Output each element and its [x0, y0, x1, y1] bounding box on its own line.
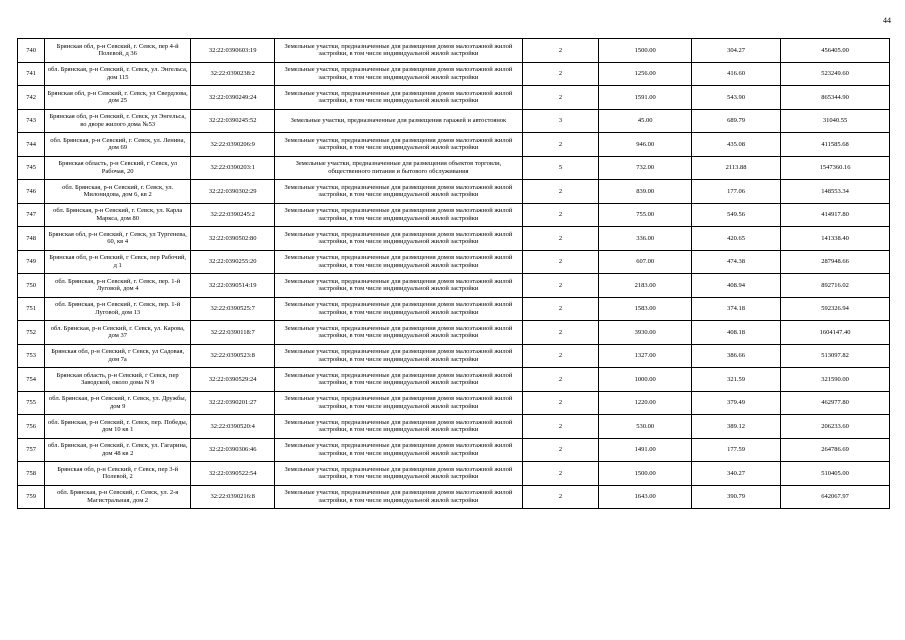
land-use-cell: Земельные участки, предназначенные для размещения домов малоэтажной жилой застройки, в том числе индивидуальной жилой застройки [275, 133, 522, 157]
address-cell: Брянская обл, р-н Севский, г. Севск, пер 4-й Полевой, д 36 [45, 39, 191, 63]
address-cell: обл. Брянская, р-н Севский, г. Севск, ул. Милонидова, дом 6, кв 2 [45, 180, 191, 204]
cadastral-number-cell: 32:22:0390238:2 [191, 62, 275, 86]
area-cell: 1500.00 [599, 39, 692, 63]
land-use-cell: Земельные участки, предназначенные для размещения домов малоэтажной жилой застройки, в том числе индивидуальной жилой застройки [275, 438, 522, 462]
specific-value-cell: 177.59 [692, 438, 781, 462]
group-cell: 3 [522, 109, 599, 133]
cadastral-number-cell: 32:22:0390502:80 [191, 227, 275, 251]
cadastral-value-cell: 523249.60 [781, 62, 890, 86]
group-cell: 2 [522, 368, 599, 392]
table-row [18, 133, 890, 157]
land-use-cell: Земельные участки, предназначенные для размещения домов малоэтажной жилой застройки, в том числе индивидуальной жилой застройки [275, 86, 522, 110]
row-number-cell: 744 [18, 133, 45, 157]
cadastral-number-cell: 32:22:0390525:7 [191, 297, 275, 321]
table-row [18, 203, 890, 227]
table-row [18, 62, 890, 86]
area-cell: 755.00 [599, 203, 692, 227]
cadastral-number-cell: 32:22:0390603:19 [191, 39, 275, 63]
area-cell: 1591.00 [599, 86, 692, 110]
land-registry-table [17, 38, 890, 509]
land-use-cell: Земельные участки, предназначенные для размещения домов малоэтажной жилой застройки, в том числе индивидуальной жилой застройки [275, 415, 522, 439]
specific-value-cell: 177.06 [692, 180, 781, 204]
area-cell: 946.00 [599, 133, 692, 157]
specific-value-cell: 420.65 [692, 227, 781, 251]
land-use-cell: Земельные участки, предназначенные для размещения домов малоэтажной жилой застройки, в том числе индивидуальной жилой застройки [275, 368, 522, 392]
group-cell: 2 [522, 180, 599, 204]
land-use-cell: Земельные участки, предназначенные для размещения домов малоэтажной жилой застройки, в том числе индивидуальной жилой застройки [275, 62, 522, 86]
specific-value-cell: 689.79 [692, 109, 781, 133]
address-cell: обл. Брянская, р-н Севский, г. Севск, ул. Гагарина, дом 48 кв 2 [45, 438, 191, 462]
address-cell: обл. Брянская, р-н Севский, г. Севск, ул. Ленина, дом 69 [45, 133, 191, 157]
cadastral-value-cell: 264786.69 [781, 438, 890, 462]
table-row [18, 297, 890, 321]
table-row [18, 368, 890, 392]
land-use-cell: Земельные участки, предназначенные для размещения домов малоэтажной жилой застройки, в том числе индивидуальной жилой застройки [275, 462, 522, 486]
specific-value-cell: 304.27 [692, 39, 781, 63]
cadastral-value-cell: 1547360.16 [781, 156, 890, 180]
group-cell: 2 [522, 297, 599, 321]
row-number-cell: 754 [18, 368, 45, 392]
specific-value-cell: 408.94 [692, 274, 781, 298]
land-use-cell: Земельные участки, предназначенные для размещения домов малоэтажной жилой застройки, в том числе индивидуальной жилой застройки [275, 274, 522, 298]
table-row [18, 321, 890, 345]
group-cell: 5 [522, 156, 599, 180]
group-cell: 2 [522, 250, 599, 274]
table-row [18, 109, 890, 133]
row-number-cell: 745 [18, 156, 45, 180]
cadastral-number-cell: 32:22:0390201:27 [191, 391, 275, 415]
area-cell: 1327.00 [599, 344, 692, 368]
group-cell: 2 [522, 391, 599, 415]
row-number-cell: 758 [18, 462, 45, 486]
group-cell: 2 [522, 321, 599, 345]
group-cell: 2 [522, 133, 599, 157]
cadastral-value-cell: 510405.00 [781, 462, 890, 486]
group-cell: 2 [522, 344, 599, 368]
area-cell: 1491.00 [599, 438, 692, 462]
table-body [18, 39, 890, 509]
cadastral-number-cell: 32:22:0390306:46 [191, 438, 275, 462]
cadastral-value-cell: 456405.00 [781, 39, 890, 63]
group-cell: 2 [522, 39, 599, 63]
specific-value-cell: 2113.88 [692, 156, 781, 180]
land-use-cell: Земельные участки, предназначенные для размещения домов малоэтажной жилой застройки, в том числе индивидуальной жилой застройки [275, 344, 522, 368]
specific-value-cell: 386.66 [692, 344, 781, 368]
specific-value-cell: 379.49 [692, 391, 781, 415]
row-number-cell: 753 [18, 344, 45, 368]
address-cell: Брянская обл, р-н Севский, г Севск, ул Садовая, дом 7а [45, 344, 191, 368]
address-cell: обл. Брянская, р-н Севский, г. Севск, ул. Карла Маркса, дом 80 [45, 203, 191, 227]
cadastral-value-cell: 1604147.40 [781, 321, 890, 345]
page-number: 44 [883, 16, 891, 25]
address-cell: обл. Брянская, р-н Севский, г. Севск, ул. Карова, дом 37 [45, 321, 191, 345]
specific-value-cell: 389.12 [692, 415, 781, 439]
cadastral-number-cell: 32:22:0390216:8 [191, 485, 275, 509]
area-cell: 839.00 [599, 180, 692, 204]
area-cell: 1000.00 [599, 368, 692, 392]
area-cell: 607.00 [599, 250, 692, 274]
row-number-cell: 757 [18, 438, 45, 462]
row-number-cell: 747 [18, 203, 45, 227]
address-cell: Брянская обл, р-н Севский, г Севск, пер Рабочий, д 1 [45, 250, 191, 274]
address-cell: Брянская обл, р-н Севский, г. Севск, ул Энгельса, во дворе жилого дома №53 [45, 109, 191, 133]
address-cell: Брянская обл, р-н Севский, г Севск, ул Тургенева, 60, кв 4 [45, 227, 191, 251]
land-use-cell: Земельные участки, предназначенные для размещения домов малоэтажной жилой застройки, в том числе индивидуальной жилой застройки [275, 250, 522, 274]
cadastral-value-cell: 321590.00 [781, 368, 890, 392]
table-row [18, 485, 890, 509]
table-row [18, 39, 890, 63]
table-row [18, 274, 890, 298]
cadastral-number-cell: 32:22:0390206:9 [191, 133, 275, 157]
cadastral-value-cell: 148553.34 [781, 180, 890, 204]
cadastral-number-cell: 32:22:0390249:24 [191, 86, 275, 110]
cadastral-number-cell: 32:22:0390118:7 [191, 321, 275, 345]
area-cell: 45.00 [599, 109, 692, 133]
land-use-cell: Земельные участки, предназначенные для размещения домов малоэтажной жилой застройки, в том числе индивидуальной жилой застройки [275, 391, 522, 415]
row-number-cell: 756 [18, 415, 45, 439]
row-number-cell: 746 [18, 180, 45, 204]
specific-value-cell: 549.56 [692, 203, 781, 227]
cadastral-number-cell: 32:22:0390520:4 [191, 415, 275, 439]
row-number-cell: 741 [18, 62, 45, 86]
group-cell: 2 [522, 203, 599, 227]
specific-value-cell: 408.18 [692, 321, 781, 345]
address-cell: обл. Брянская, р-н Севский, г. Севск, пер. 1-й Луговой, дом 4 [45, 274, 191, 298]
land-use-cell: Земельные участки, предназначенные для размещения домов малоэтажной жилой застройки, в том числе индивидуальной жилой застройки [275, 227, 522, 251]
cadastral-number-cell: 32:22:0390522:54 [191, 462, 275, 486]
area-cell: 1583.00 [599, 297, 692, 321]
group-cell: 2 [522, 485, 599, 509]
land-use-cell: Земельные участки, предназначенные для размещения гаражей и автостоянок [275, 109, 522, 133]
cadastral-number-cell: 32:22:0390245:52 [191, 109, 275, 133]
land-use-cell: Земельные участки, предназначенные для размещения домов малоэтажной жилой застройки, в том числе индивидуальной жилой застройки [275, 203, 522, 227]
table-row [18, 438, 890, 462]
specific-value-cell: 390.79 [692, 485, 781, 509]
cadastral-value-cell: 287948.66 [781, 250, 890, 274]
specific-value-cell: 416.60 [692, 62, 781, 86]
area-cell: 732.00 [599, 156, 692, 180]
row-number-cell: 748 [18, 227, 45, 251]
group-cell: 2 [522, 86, 599, 110]
specific-value-cell: 474.38 [692, 250, 781, 274]
row-number-cell: 743 [18, 109, 45, 133]
cadastral-number-cell: 32:22:0390302:29 [191, 180, 275, 204]
address-cell: обл. Брянская, р-н Севский, г. Севск, ул. Дружбы, дом 9 [45, 391, 191, 415]
group-cell: 2 [522, 227, 599, 251]
cadastral-number-cell: 32:22:0390245:2 [191, 203, 275, 227]
land-use-cell: Земельные участки, предназначенные для размещения домов малоэтажной жилой застройки, в том числе индивидуальной жилой застройки [275, 485, 522, 509]
address-cell: Брянская обл, р-н Севский, г Севск, пер 3-й Полевой, 2 [45, 462, 191, 486]
cadastral-value-cell: 892716.02 [781, 274, 890, 298]
cadastral-value-cell: 206233.60 [781, 415, 890, 439]
row-number-cell: 742 [18, 86, 45, 110]
cadastral-value-cell: 513097.82 [781, 344, 890, 368]
table-row [18, 180, 890, 204]
land-use-cell: Земельные участки, предназначенные для размещения домов малоэтажной жилой застройки, в том числе индивидуальной жилой застройки [275, 39, 522, 63]
row-number-cell: 751 [18, 297, 45, 321]
area-cell: 2183.00 [599, 274, 692, 298]
specific-value-cell: 435.08 [692, 133, 781, 157]
area-cell: 1256.00 [599, 62, 692, 86]
address-cell: Брянская область, р-н Севский, г Севск, ул Рабочая, 20 [45, 156, 191, 180]
table-row [18, 462, 890, 486]
land-use-cell: Земельные участки, предназначенные для размещения домов малоэтажной жилой застройки, в том числе индивидуальной жилой застройки [275, 321, 522, 345]
table-row [18, 227, 890, 251]
address-cell: обл. Брянская, р-н Севский, г. Севск, ул. Энгельса, дом 115 [45, 62, 191, 86]
table-row [18, 391, 890, 415]
group-cell: 2 [522, 62, 599, 86]
cadastral-number-cell: 32:22:0390514:19 [191, 274, 275, 298]
address-cell: обл. Брянская, р-н Севский, г. Севск, пер. Победы, дом 10 кв 1 [45, 415, 191, 439]
group-cell: 2 [522, 415, 599, 439]
address-cell: Брянская обл, р-н Севский, г. Севск, ул Свердлова, дом 25 [45, 86, 191, 110]
table-row [18, 86, 890, 110]
cadastral-number-cell: 32:22:0390203:1 [191, 156, 275, 180]
land-use-cell: Земельные участки, предназначенные для размещения объектов торговли, общественного питания и бытового обслуживания [275, 156, 522, 180]
table-row [18, 156, 890, 180]
row-number-cell: 755 [18, 391, 45, 415]
row-number-cell: 750 [18, 274, 45, 298]
row-number-cell: 752 [18, 321, 45, 345]
table-row [18, 415, 890, 439]
address-cell: Брянская область, р-н Севский, г Севск, пер Заводской, около дома N 9 [45, 368, 191, 392]
cadastral-value-cell: 414917.80 [781, 203, 890, 227]
table-row [18, 250, 890, 274]
cadastral-value-cell: 462977.80 [781, 391, 890, 415]
area-cell: 336.00 [599, 227, 692, 251]
cadastral-value-cell: 865344.90 [781, 86, 890, 110]
area-cell: 1220.00 [599, 391, 692, 415]
area-cell: 3930.00 [599, 321, 692, 345]
row-number-cell: 759 [18, 485, 45, 509]
land-use-cell: Земельные участки, предназначенные для размещения домов малоэтажной жилой застройки, в том числе индивидуальной жилой застройки [275, 180, 522, 204]
specific-value-cell: 340.27 [692, 462, 781, 486]
group-cell: 2 [522, 438, 599, 462]
cadastral-number-cell: 32:22:0390523:8 [191, 344, 275, 368]
address-cell: обл. Брянская, р-н Севский, г. Севск, пер. 1-й Луговой, дом 13 [45, 297, 191, 321]
cadastral-value-cell: 592326.94 [781, 297, 890, 321]
area-cell: 1500.00 [599, 462, 692, 486]
land-use-cell: Земельные участки, предназначенные для размещения домов малоэтажной жилой застройки, в том числе индивидуальной жилой застройки [275, 297, 522, 321]
specific-value-cell: 374.18 [692, 297, 781, 321]
specific-value-cell: 543.90 [692, 86, 781, 110]
cadastral-value-cell: 31040.55 [781, 109, 890, 133]
specific-value-cell: 321.59 [692, 368, 781, 392]
row-number-cell: 749 [18, 250, 45, 274]
row-number-cell: 740 [18, 39, 45, 63]
cadastral-value-cell: 642067.97 [781, 485, 890, 509]
address-cell: обл. Брянская, р-н Севский, г. Севск, ул. 2-я Магистральная, дом 2 [45, 485, 191, 509]
cadastral-value-cell: 411585.68 [781, 133, 890, 157]
area-cell: 1643.00 [599, 485, 692, 509]
cadastral-value-cell: 141338.40 [781, 227, 890, 251]
cadastral-number-cell: 32:22:0390529:24 [191, 368, 275, 392]
table-row [18, 344, 890, 368]
group-cell: 2 [522, 274, 599, 298]
group-cell: 2 [522, 462, 599, 486]
area-cell: 530.00 [599, 415, 692, 439]
cadastral-number-cell: 32:22:0390255:20 [191, 250, 275, 274]
